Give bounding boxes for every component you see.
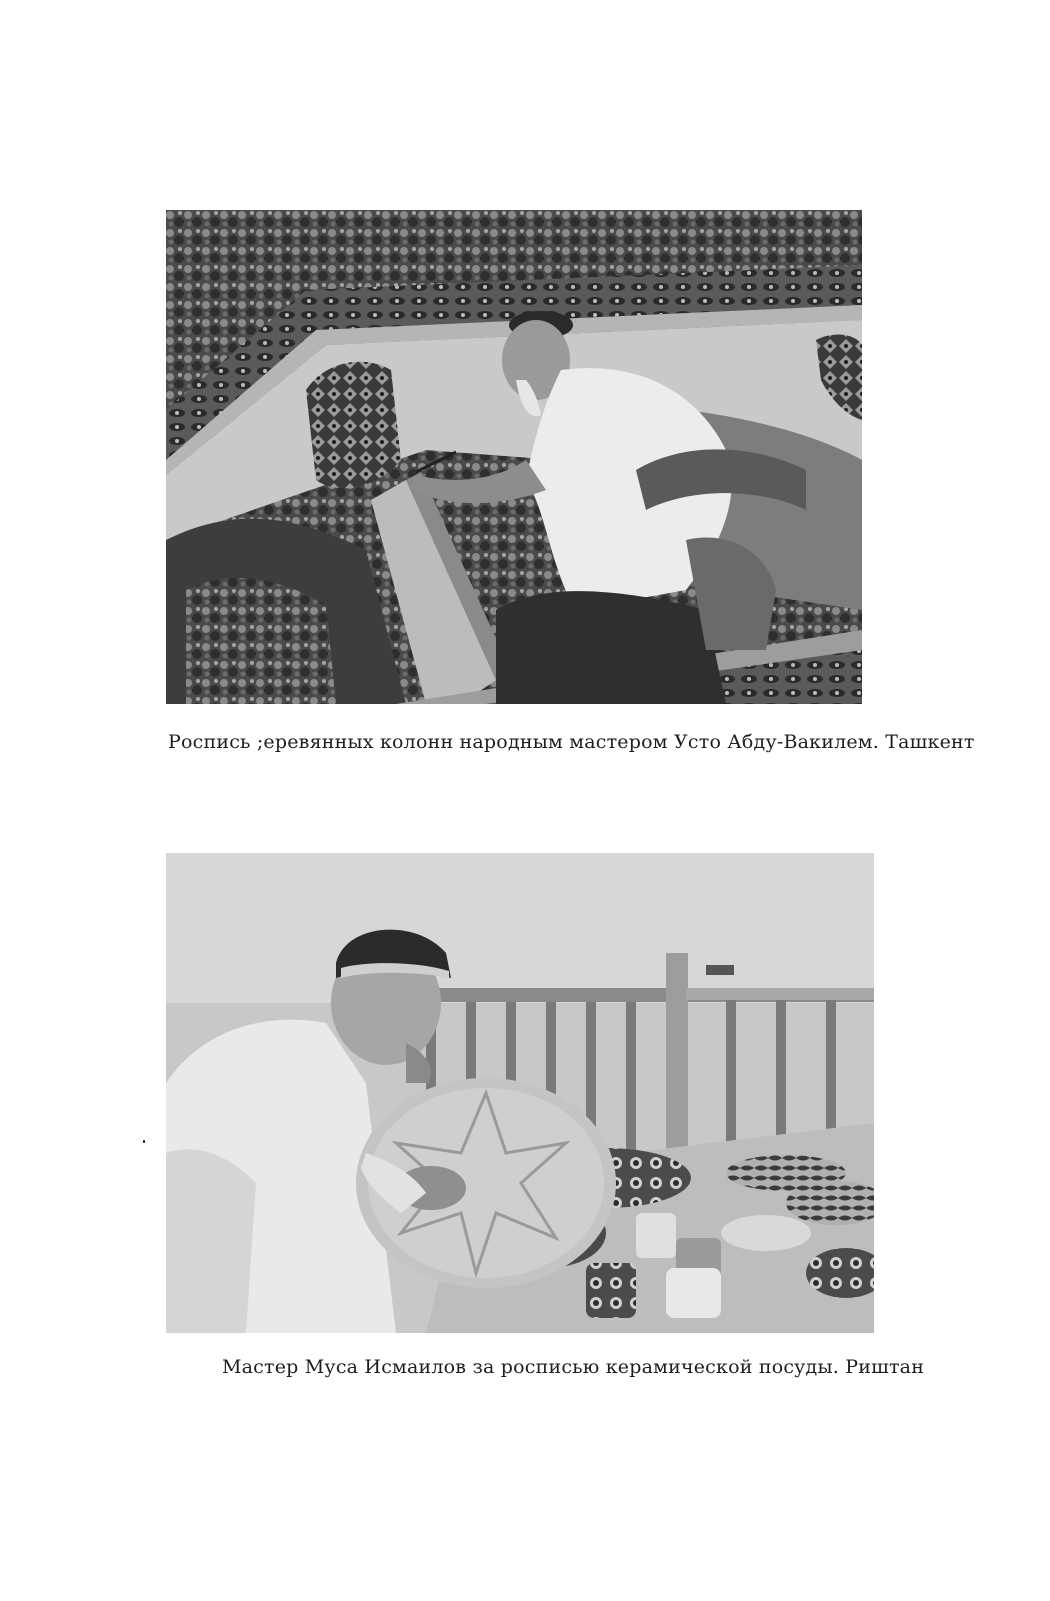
photo-column-painting <box>166 210 862 704</box>
photo-ceramic-painting <box>166 853 874 1333</box>
scan-speck <box>143 1140 145 1143</box>
figure-caption: Мастер Муса Исмаилов за росписью керамической посуды. Риштан <box>222 1356 925 1378</box>
figure-caption: Роспись ;еревянных колонн народным мастером Усто Абду-Вакилем. Ташкент <box>168 731 975 753</box>
photo-ceramic-painting-image <box>166 853 874 1333</box>
photo-column-painting-image <box>166 210 862 704</box>
